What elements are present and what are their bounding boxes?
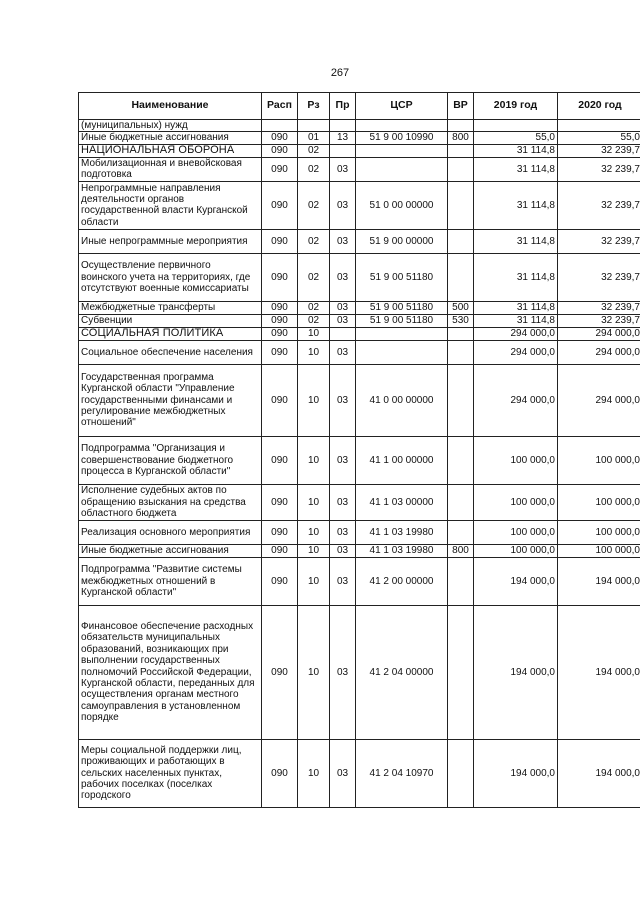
- cell-pr: 03: [330, 340, 356, 364]
- table-row: [79, 739, 640, 807]
- table-row: [79, 314, 640, 327]
- cell-rz: 10: [298, 484, 330, 520]
- cell-y2019: 194 000,0: [474, 739, 558, 807]
- cell-y2019: 31 114,8: [474, 144, 558, 157]
- cell-pr: 03: [330, 229, 356, 253]
- cell-rz: 02: [298, 157, 330, 181]
- cell-y2020: 100 000,0: [558, 520, 640, 544]
- cell-vr: 800: [448, 544, 474, 557]
- table-row: [79, 327, 640, 340]
- cell-rasp: 090: [262, 301, 298, 314]
- cell-csr: [356, 327, 448, 340]
- cell-rasp: 090: [262, 327, 298, 340]
- cell-name: Реализация основного мероприятия: [79, 520, 262, 544]
- cell-name: Субвенции: [79, 314, 262, 327]
- cell-pr: 03: [330, 739, 356, 807]
- cell-rasp: 090: [262, 157, 298, 181]
- cell-rasp: [262, 120, 298, 132]
- cell-name: Иные бюджетные ассигнования: [79, 132, 262, 144]
- cell-vr: [448, 253, 474, 301]
- cell-name: Непрограммные направления деятельности органов государственной власти Курганской области: [79, 181, 262, 229]
- cell-rasp: 090: [262, 181, 298, 229]
- cell-vr: [448, 557, 474, 605]
- cell-y2019: 294 000,0: [474, 364, 558, 436]
- cell-rz: 10: [298, 739, 330, 807]
- cell-vr: [448, 436, 474, 484]
- cell-y2020: 294 000,0: [558, 340, 640, 364]
- cell-rasp: 090: [262, 544, 298, 557]
- cell-name: Подпрограмма "Организация и совершенствование бюджетного процесса в Курганской области": [79, 436, 262, 484]
- cell-vr: [448, 340, 474, 364]
- cell-rasp: 090: [262, 144, 298, 157]
- cell-y2019: 31 114,8: [474, 157, 558, 181]
- cell-y2020: 100 000,0: [558, 436, 640, 484]
- cell-vr: [448, 364, 474, 436]
- cell-name: Финансовое обеспечение расходных обязательств муниципальных образований, возникающих при выполнении государственных полномочий Российской Федерации, Курганской области, переданных для осуществления органам местного самоуправления в установленном порядке: [79, 605, 262, 739]
- cell-csr: [356, 157, 448, 181]
- cell-y2019: 31 114,8: [474, 253, 558, 301]
- cell-name: Осуществление первичного воинского учета на территориях, где отсутствуют военные комиссариаты: [79, 253, 262, 301]
- cell-rz: 02: [298, 253, 330, 301]
- cell-vr: [448, 327, 474, 340]
- cell-rasp: 090: [262, 132, 298, 144]
- cell-vr: [448, 739, 474, 807]
- cell-vr: [448, 229, 474, 253]
- cell-y2020: 32 239,7: [558, 229, 640, 253]
- header-rz: Рз: [298, 93, 330, 120]
- cell-rasp: 090: [262, 229, 298, 253]
- cell-csr: 51 9 00 51180: [356, 253, 448, 301]
- cell-y2020: 294 000,0: [558, 327, 640, 340]
- cell-name: Мобилизационная и вневойсковая подготовка: [79, 157, 262, 181]
- cell-vr: 530: [448, 314, 474, 327]
- cell-y2019: 31 114,8: [474, 229, 558, 253]
- cell-pr: 03: [330, 364, 356, 436]
- cell-rasp: 090: [262, 605, 298, 739]
- cell-y2020: 294 000,0: [558, 364, 640, 436]
- cell-rasp: 090: [262, 436, 298, 484]
- cell-rz: 10: [298, 544, 330, 557]
- cell-y2020: 55,0: [558, 132, 640, 144]
- cell-pr: 03: [330, 557, 356, 605]
- table-row: [79, 144, 640, 157]
- cell-name: Социальное обеспечение населения: [79, 340, 262, 364]
- cell-vr: [448, 484, 474, 520]
- cell-csr: [356, 120, 448, 132]
- cell-pr: [330, 144, 356, 157]
- table-row: [79, 181, 640, 229]
- cell-pr: 03: [330, 436, 356, 484]
- cell-y2019: [474, 120, 558, 132]
- cell-vr: [448, 120, 474, 132]
- cell-y2019: 31 114,8: [474, 314, 558, 327]
- cell-csr: 41 1 03 19980: [356, 544, 448, 557]
- cell-y2019: 100 000,0: [474, 436, 558, 484]
- cell-rz: 02: [298, 144, 330, 157]
- cell-csr: 41 2 04 00000: [356, 605, 448, 739]
- cell-csr: 41 1 03 19980: [356, 520, 448, 544]
- table-row: [79, 364, 640, 436]
- header-vr: ВР: [448, 93, 474, 120]
- cell-name: Межбюджетные трансферты: [79, 301, 262, 314]
- cell-vr: [448, 181, 474, 229]
- cell-rz: 02: [298, 314, 330, 327]
- cell-pr: 13: [330, 132, 356, 144]
- cell-y2020: 194 000,0: [558, 739, 640, 807]
- cell-y2019: 100 000,0: [474, 484, 558, 520]
- cell-y2019: 31 114,8: [474, 301, 558, 314]
- table-row: [79, 253, 640, 301]
- cell-rz: 10: [298, 340, 330, 364]
- cell-pr: 03: [330, 605, 356, 739]
- cell-csr: 51 9 00 51180: [356, 314, 448, 327]
- cell-rz: 01: [298, 132, 330, 144]
- cell-y2019: 294 000,0: [474, 327, 558, 340]
- cell-y2019: 100 000,0: [474, 544, 558, 557]
- table-row: [79, 557, 640, 605]
- table-row: [79, 120, 640, 132]
- cell-vr: [448, 520, 474, 544]
- cell-pr: 03: [330, 301, 356, 314]
- cell-vr: 800: [448, 132, 474, 144]
- cell-pr: 03: [330, 544, 356, 557]
- cell-name: НАЦИОНАЛЬНАЯ ОБОРОНА: [79, 144, 262, 157]
- cell-rasp: 090: [262, 314, 298, 327]
- cell-csr: 51 9 00 51180: [356, 301, 448, 314]
- cell-pr: 03: [330, 484, 356, 520]
- cell-rz: 10: [298, 520, 330, 544]
- cell-name: Исполнение судебных актов по обращению взыскания на средства областного бюджета: [79, 484, 262, 520]
- table-row: [79, 301, 640, 314]
- cell-name: Государственная программа Курганской области "Управление государственными финансами и регулирование межбюджетных отношений": [79, 364, 262, 436]
- cell-rasp: 090: [262, 253, 298, 301]
- cell-vr: [448, 144, 474, 157]
- table-row: [79, 605, 640, 739]
- cell-rz: 10: [298, 436, 330, 484]
- cell-y2020: [558, 120, 640, 132]
- cell-y2019: 194 000,0: [474, 605, 558, 739]
- cell-y2019: 55,0: [474, 132, 558, 144]
- cell-y2020: 32 239,7: [558, 301, 640, 314]
- cell-csr: [356, 144, 448, 157]
- cell-rz: 10: [298, 364, 330, 436]
- cell-vr: 500: [448, 301, 474, 314]
- cell-y2020: 194 000,0: [558, 557, 640, 605]
- cell-y2020: 194 000,0: [558, 605, 640, 739]
- cell-y2019: 294 000,0: [474, 340, 558, 364]
- table-row: [79, 157, 640, 181]
- cell-y2020: 32 239,7: [558, 157, 640, 181]
- cell-vr: [448, 605, 474, 739]
- cell-name: Иные бюджетные ассигнования: [79, 544, 262, 557]
- cell-csr: 41 2 00 00000: [356, 557, 448, 605]
- table-row: [79, 484, 640, 520]
- cell-rz: 10: [298, 327, 330, 340]
- cell-csr: 41 2 04 10970: [356, 739, 448, 807]
- cell-y2020: 100 000,0: [558, 484, 640, 520]
- cell-rz: 02: [298, 301, 330, 314]
- cell-pr: 03: [330, 253, 356, 301]
- header-name: Наименование: [79, 93, 262, 120]
- cell-y2020: 32 239,7: [558, 144, 640, 157]
- table-row: [79, 340, 640, 364]
- cell-rz: 02: [298, 229, 330, 253]
- cell-vr: [448, 157, 474, 181]
- header-2020: 2020 год: [558, 93, 640, 120]
- cell-csr: 51 0 00 00000: [356, 181, 448, 229]
- cell-csr: 51 9 00 00000: [356, 229, 448, 253]
- cell-name: Меры социальной поддержки лиц, проживающих и работающих в сельских населенных пунктах, рабочих поселках (поселках городского: [79, 739, 262, 807]
- cell-rasp: 090: [262, 364, 298, 436]
- header-csr: ЦСР: [356, 93, 448, 120]
- header-2019: 2019 год: [474, 93, 558, 120]
- cell-rasp: 090: [262, 739, 298, 807]
- cell-pr: 03: [330, 181, 356, 229]
- cell-rasp: 090: [262, 520, 298, 544]
- cell-pr: 03: [330, 520, 356, 544]
- header-pr: Пр: [330, 93, 356, 120]
- cell-csr: 41 1 03 00000: [356, 484, 448, 520]
- cell-pr: [330, 327, 356, 340]
- cell-rz: [298, 120, 330, 132]
- table-row: [79, 229, 640, 253]
- cell-rasp: 090: [262, 557, 298, 605]
- table-row: [79, 436, 640, 484]
- table-row: [79, 132, 640, 144]
- budget-table: [78, 92, 640, 808]
- cell-csr: 51 9 00 10990: [356, 132, 448, 144]
- cell-name: (муниципальных) нужд: [79, 120, 262, 132]
- cell-y2020: 100 000,0: [558, 544, 640, 557]
- cell-pr: [330, 120, 356, 132]
- header-row: [79, 93, 640, 120]
- cell-rasp: 090: [262, 340, 298, 364]
- table-row: [79, 544, 640, 557]
- cell-pr: 03: [330, 314, 356, 327]
- cell-y2019: 31 114,8: [474, 181, 558, 229]
- header-rasp: Расп: [262, 93, 298, 120]
- cell-y2019: 194 000,0: [474, 557, 558, 605]
- cell-rz: 10: [298, 605, 330, 739]
- cell-y2020: 32 239,7: [558, 181, 640, 229]
- table-body: [79, 120, 640, 808]
- table-row: [79, 520, 640, 544]
- cell-rz: 10: [298, 557, 330, 605]
- cell-y2020: 32 239,7: [558, 253, 640, 301]
- cell-csr: 41 1 00 00000: [356, 436, 448, 484]
- cell-pr: 03: [330, 157, 356, 181]
- cell-name: Подпрограмма "Развитие системы межбюджетных отношений в Курганской области": [79, 557, 262, 605]
- page-number: 267: [330, 67, 350, 79]
- cell-y2019: 100 000,0: [474, 520, 558, 544]
- cell-csr: [356, 340, 448, 364]
- cell-name: СОЦИАЛЬНАЯ ПОЛИТИКА: [79, 327, 262, 340]
- cell-rz: 02: [298, 181, 330, 229]
- cell-rasp: 090: [262, 484, 298, 520]
- cell-y2020: 32 239,7: [558, 314, 640, 327]
- cell-name: Иные непрограммные мероприятия: [79, 229, 262, 253]
- cell-csr: 41 0 00 00000: [356, 364, 448, 436]
